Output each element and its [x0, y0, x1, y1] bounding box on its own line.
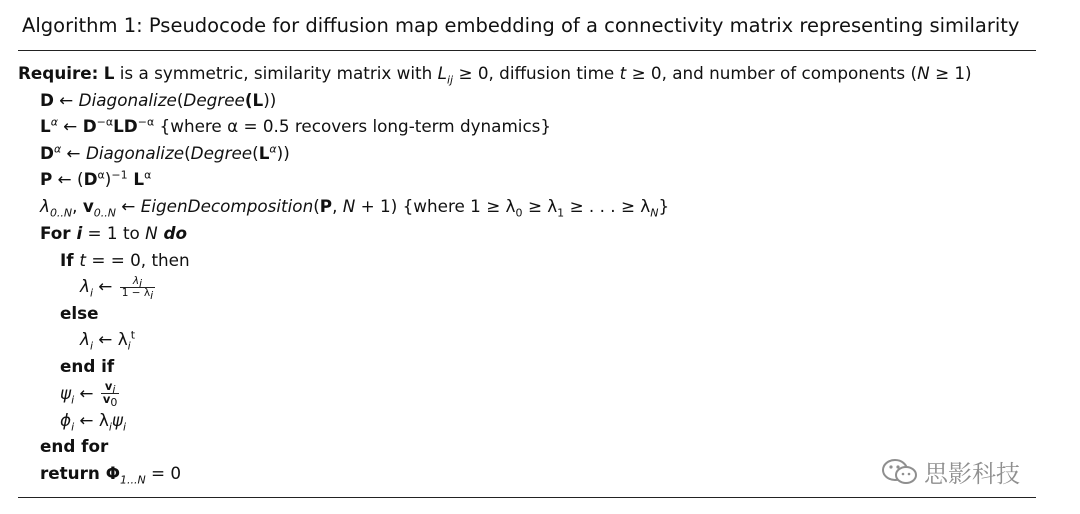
- algorithm-block: [18, 12, 1036, 486]
- comment: {where 1 ≥ λ: [397, 196, 516, 217]
- comment: ≥ . . . ≥ λ: [564, 196, 651, 217]
- paren: (: [252, 142, 259, 163]
- index-sub: 0: [110, 396, 118, 410]
- ld-symbol: LD: [113, 116, 138, 137]
- require-line: [18, 60, 1036, 87]
- title-divider: [18, 50, 1036, 51]
- index-sub: i: [71, 419, 75, 433]
- return-value: = 0: [145, 462, 182, 483]
- assign-arrow: ← λ: [74, 409, 109, 430]
- paren: (: [313, 196, 320, 217]
- inverse-sup: −1: [111, 168, 128, 182]
- paren: (: [176, 89, 184, 110]
- paren: ): [104, 169, 112, 190]
- v-symbol: v: [82, 196, 94, 217]
- alpha-sup: α: [269, 142, 277, 156]
- index-sub: i: [112, 383, 116, 397]
- require-text: ≥ 0, and number of components (: [626, 63, 918, 83]
- index-sub: i: [71, 392, 75, 406]
- index-sub: i: [89, 339, 93, 353]
- wechat-icon: [880, 457, 920, 493]
- for-line: [18, 220, 1036, 247]
- n-symbol: N: [145, 222, 158, 243]
- degree-line: [18, 87, 1036, 114]
- index-sub: 0: [515, 206, 523, 220]
- assign-arrow: ←: [61, 142, 86, 163]
- psi-symbol: ψ: [60, 382, 72, 403]
- else-line: [18, 300, 1036, 327]
- diagonalize-fn: Diagonalize: [85, 142, 185, 163]
- index-sub: i: [139, 276, 143, 290]
- alpha-sup: α: [53, 142, 62, 156]
- alpha-sup: α: [97, 168, 105, 182]
- fraction: [120, 274, 155, 302]
- watermark-text: 思影科技: [924, 460, 1020, 488]
- matrix-symbol: L: [103, 63, 115, 83]
- alpha-sup: α: [50, 115, 58, 129]
- index-sub: i: [89, 286, 93, 300]
- endif-keyword: end if: [60, 355, 115, 376]
- endfor-keyword: end for: [40, 436, 109, 457]
- comment: ≥ λ: [522, 196, 558, 217]
- l-symbol: (L: [244, 89, 264, 110]
- phi-line: [18, 407, 1036, 434]
- index-sub: i: [122, 419, 127, 433]
- lambda-symbol: λ: [40, 196, 50, 217]
- comment: {where α = 0.5 recovers long-term dynamics}: [154, 116, 552, 137]
- d-symbol: D: [82, 116, 97, 137]
- require-text: ≥ 1): [929, 63, 972, 83]
- assign-arrow: ← λ: [93, 329, 128, 350]
- denominator: v: [102, 392, 111, 407]
- comma: ,: [332, 196, 343, 217]
- comma: ,: [72, 196, 83, 217]
- eigen-fn: EigenDecomposition: [140, 196, 314, 217]
- do-keyword: do: [157, 222, 188, 243]
- alpha-sup: α: [144, 168, 152, 182]
- range-sub: 0..N: [93, 206, 117, 220]
- l-symbol: L: [127, 169, 145, 190]
- range-sub: 0..N: [49, 206, 73, 220]
- phi-symbol: ϕ: [60, 409, 72, 430]
- d-symbol: D: [40, 89, 54, 110]
- n-symbol: N: [917, 63, 930, 83]
- paren: )): [276, 142, 290, 163]
- if-keyword: If: [60, 249, 80, 270]
- index-sub: i: [108, 419, 112, 433]
- assign-fraction-line: [18, 273, 1036, 300]
- algorithm-body: [18, 60, 1036, 486]
- require-text: ≥ 0, diffusion time: [453, 63, 620, 83]
- power-sup: t: [130, 328, 136, 342]
- assign-arrow: ← (: [52, 169, 84, 190]
- paren: (: [184, 142, 191, 163]
- bottom-divider: [18, 497, 1036, 498]
- require-keyword: Require:: [18, 63, 99, 83]
- transition-line: [18, 166, 1036, 193]
- comment: }: [658, 196, 670, 217]
- diagonalize-fn: Diagonalize: [78, 89, 177, 110]
- range-sub: 1...N: [119, 473, 146, 487]
- d-symbol: D: [40, 142, 54, 163]
- index-sub: 1: [557, 206, 565, 220]
- phi-capital-symbol: Φ: [105, 462, 120, 483]
- assign-arrow: ←: [57, 116, 83, 137]
- assign-arrow: ←: [116, 196, 141, 217]
- condition: = = 0, then: [85, 249, 190, 270]
- p-symbol: P: [40, 169, 53, 190]
- alpha-sup: −α: [137, 115, 155, 129]
- require-text: is a symmetric, similarity matrix with: [114, 63, 438, 83]
- degree-fn: Degree: [190, 142, 253, 163]
- return-keyword: return: [40, 462, 106, 483]
- element-subscript: ij: [446, 73, 454, 87]
- time-symbol: t: [619, 63, 627, 83]
- l-symbol: L: [258, 142, 270, 163]
- time-symbol: t: [79, 249, 86, 270]
- assign-arrow: ←: [93, 276, 118, 297]
- range-text: = 1 to: [82, 222, 146, 243]
- p-symbol: P: [319, 196, 333, 217]
- n-symbol: N: [342, 196, 356, 217]
- i-symbol: i: [76, 222, 83, 243]
- psi-line: [18, 379, 1036, 410]
- denominator: 1 − λ: [121, 286, 151, 299]
- assign-arrow: ←: [53, 89, 79, 110]
- l-symbol: L: [40, 116, 51, 137]
- psi-symbol: ψ: [111, 409, 123, 430]
- d-symbol: D: [83, 169, 98, 190]
- else-keyword: else: [60, 302, 99, 323]
- eigen-line: [18, 193, 1036, 220]
- index-sub: N: [650, 206, 659, 220]
- degree-alpha-line: [18, 140, 1036, 167]
- index-sub: i: [150, 288, 154, 302]
- paren: )): [263, 89, 277, 110]
- degree-fn: Degree: [183, 89, 245, 110]
- fraction: [101, 379, 120, 410]
- alpha-sup: −α: [96, 115, 114, 129]
- numerator: v: [104, 379, 113, 394]
- element-symbol: L: [437, 63, 447, 83]
- if-line: [18, 247, 1036, 274]
- watermark: [880, 454, 1020, 493]
- endif-line: [18, 353, 1036, 380]
- paren: + 1): [355, 196, 398, 217]
- algorithm-title: Algorithm 1: Pseudocode for diffusion map embedding of a connectivity matrix representing similarity: [22, 14, 1020, 37]
- lambda-symbol: λ: [80, 276, 90, 297]
- normalization-line: [18, 113, 1036, 140]
- lambda-symbol: λ: [80, 329, 90, 350]
- index-sub: i: [127, 339, 131, 353]
- assign-arrow: ←: [74, 382, 99, 403]
- assign-power-line: [18, 326, 1036, 353]
- for-keyword: For: [40, 222, 77, 243]
- numerator: λ: [132, 274, 140, 287]
